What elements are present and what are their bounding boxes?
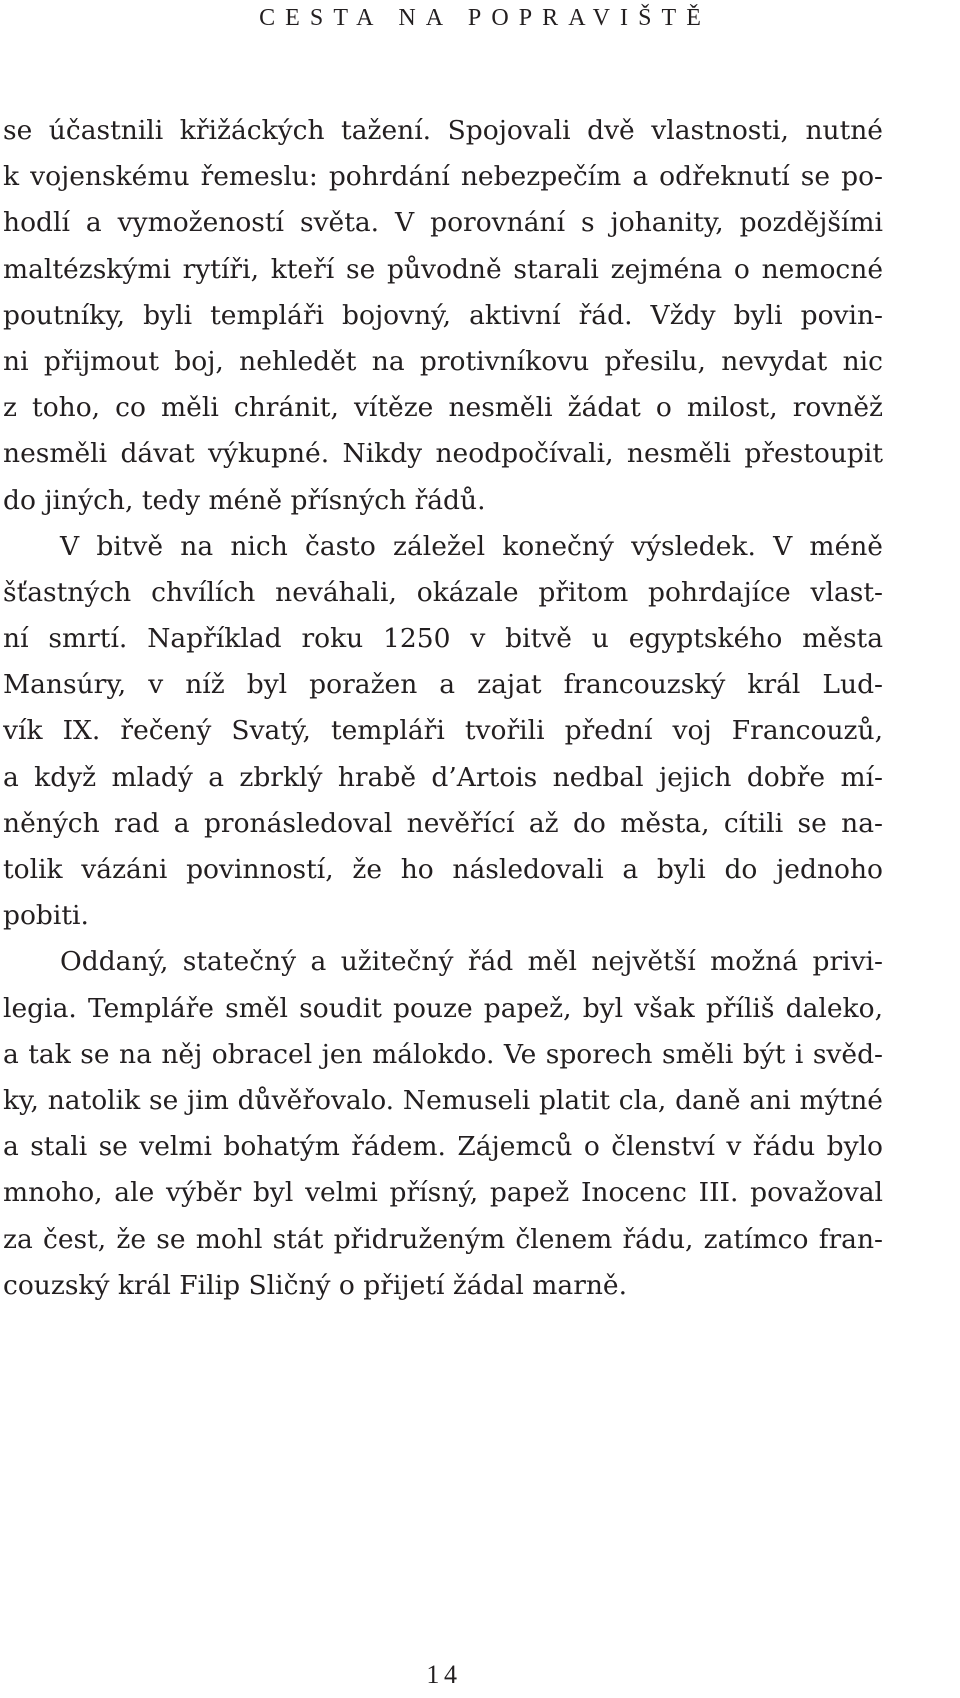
text-line: pobiti. bbox=[3, 900, 89, 932]
text-line: nesměli dávat výkupné. Nikdy neodpočívali, nesměli přestoupit bbox=[3, 438, 883, 470]
text-line: a tak se na něj obracel jen málokdo. Ve sporech směli být i svěd- bbox=[3, 1038, 883, 1070]
text-line: do jiných, tedy méně přísných řádů. bbox=[3, 484, 486, 516]
text-line: V bitvě na nich často záležel konečný výsledek. V méně bbox=[60, 530, 883, 562]
paragraph-1 bbox=[3, 108, 883, 524]
text-line: za čest, že se mohl stát přidruženým členem řádu, zatímco fran- bbox=[3, 1223, 883, 1255]
text-line: legia. Templáře směl soudit pouze papež, byl však příliš daleko, bbox=[3, 992, 883, 1024]
text-line: se účastnili křižáckých tažení. Spojovali dvě vlastnosti, nutné bbox=[3, 115, 883, 146]
text-line: maltézskými rytíři, kteří se původně starali zejména o nemocné bbox=[3, 253, 883, 285]
text-line: tolik vázáni povinností, že ho následovali a byli do jednoho bbox=[3, 854, 883, 885]
paragraph-2 bbox=[3, 524, 883, 940]
page-number: 14 bbox=[426, 1660, 462, 1689]
text-line: mnoho, ale výběr byl velmi přísný, papež Inocenc III. považoval bbox=[3, 1177, 883, 1209]
text-line: Mansúry, v níž byl poražen a zajat francouzský král Lud- bbox=[3, 669, 883, 701]
text-line: couzský král Filip Sličný o přijetí žádal marně. bbox=[3, 1269, 628, 1301]
running-head: CESTA NA POPRAVIŠTĚ bbox=[259, 5, 711, 31]
text-line: vík IX. řečený Svatý, templáři tvořili přední voj Francouzů, bbox=[3, 715, 883, 747]
text-line: ní smrtí. Například roku 1250 v bitvě u egyptského města bbox=[3, 623, 883, 655]
text-line: něných rad a pronásledoval nevěřící až do města, cítili se na- bbox=[3, 807, 883, 839]
text-line: hodlí a vymožeností světa. V porovnání s johanity, pozdějšími bbox=[3, 207, 883, 239]
text-line: a když mladý a zbrklý hrabě d’Artois nedbal jejich dobře mí- bbox=[3, 761, 883, 793]
text-line: z toho, co měli chránit, vítěze nesměli žádat o milost, rovněž bbox=[3, 392, 883, 424]
text-line: Oddaný, statečný a užitečný řád měl největší možná privi- bbox=[60, 946, 883, 978]
body-text bbox=[3, 108, 883, 1309]
text-line: ky, natolik se jim důvěřovalo. Nemuseli platit cla, daně ani mýtné bbox=[3, 1084, 883, 1116]
text-line: k vojenskému řemeslu: pohrdání nebezpečím a odřeknutí se po- bbox=[3, 161, 883, 193]
text-line: poutníky, byli templáři bojovný, aktivní řád. Vždy byli povin- bbox=[3, 299, 883, 331]
text-line: a stali se velmi bohatým řádem. Zájemců o členství v řádu bylo bbox=[3, 1131, 883, 1163]
text-line: ni přijmout boj, nehledět na protivníkovu přesilu, nevydat nic bbox=[3, 345, 883, 377]
paragraph-3 bbox=[3, 939, 883, 1309]
text-line: šťastných chvílích neváhali, okázale přitom pohrdajíce vlast- bbox=[3, 576, 883, 608]
